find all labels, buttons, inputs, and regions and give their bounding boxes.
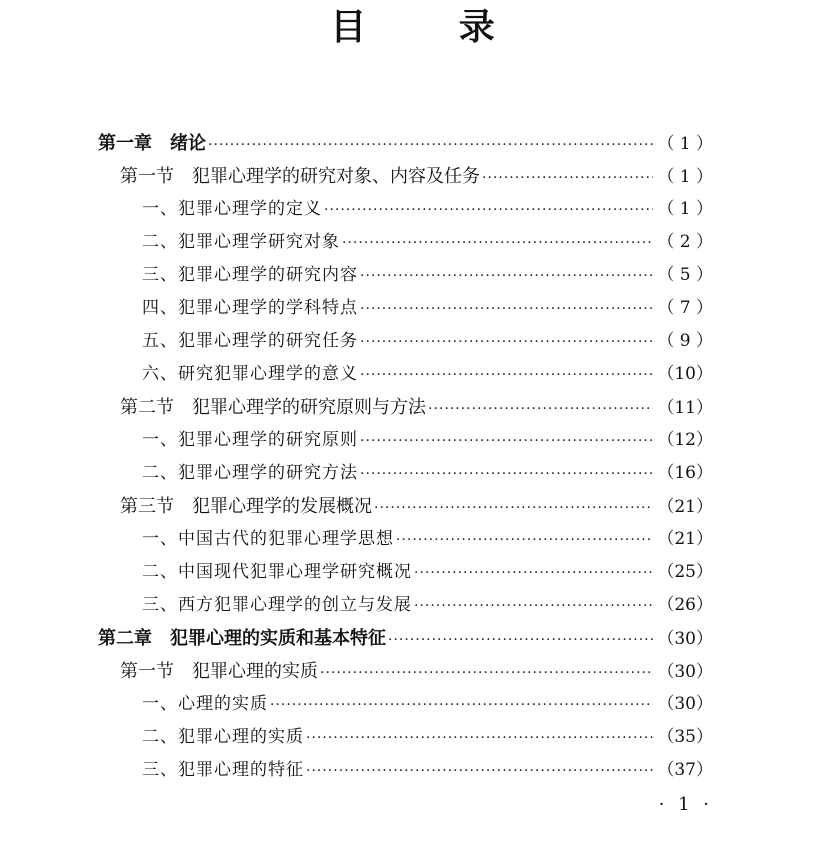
toc-entry-label: 四、犯罪心理学的学科特点	[142, 298, 358, 318]
dot-leader	[360, 293, 653, 326]
dot-leader	[306, 755, 653, 788]
toc-entry-item	[142, 721, 713, 754]
toc-entry-page: （ 9 ）	[657, 331, 713, 351]
toc-entry-page: （ 1 ）	[657, 134, 713, 154]
dot-leader	[360, 425, 653, 458]
toc-entry-item	[142, 325, 713, 358]
toc-entry-label: 第二节 犯罪心理学的研究原则与方法	[120, 397, 426, 418]
toc-entry-item	[142, 556, 713, 589]
toc-entry-item	[142, 358, 713, 391]
toc-entry-item	[142, 688, 713, 721]
toc-entry-item	[142, 259, 713, 292]
dot-leader	[306, 722, 653, 755]
dot-leader	[360, 458, 653, 491]
dot-leader	[320, 657, 653, 690]
toc-entry-page: （ 7 ）	[657, 298, 713, 318]
toc-entry-page: （21）	[657, 529, 713, 549]
toc-entry-label: 三、犯罪心理的特征	[142, 760, 304, 780]
dot-leader	[324, 194, 653, 227]
toc-entry-page: （10）	[657, 364, 713, 384]
toc-entry-label: 一、犯罪心理学的研究原则	[142, 430, 358, 450]
toc-entry-page: （ 2 ）	[657, 232, 713, 252]
toc-entry-item	[142, 754, 713, 787]
dot-leader	[374, 492, 653, 525]
toc-entry-label: 第三节 犯罪心理学的发展概况	[120, 496, 372, 517]
toc-entry-page: （25）	[657, 562, 713, 582]
toc-entry-label: 三、西方犯罪心理学的创立与发展	[142, 595, 412, 615]
toc-entry-page: （35）	[657, 727, 713, 747]
dot-leader	[482, 162, 653, 195]
dot-leader	[414, 557, 653, 590]
toc-entry-page: （30）	[657, 694, 713, 714]
dot-leader	[428, 393, 653, 426]
dot-leader	[270, 689, 653, 722]
toc-entry-page: （ 1 ）	[657, 167, 713, 187]
toc-entry-chapter-2	[98, 622, 713, 655]
toc-entry-page: （30）	[657, 629, 713, 649]
dot-leader	[360, 326, 653, 359]
dot-leader	[342, 227, 653, 260]
dot-leader	[414, 590, 653, 623]
dot-leader	[388, 624, 653, 657]
dot-leader	[396, 524, 653, 557]
toc-entry-page: （ 5 ）	[657, 265, 713, 285]
toc-entry-item	[142, 226, 713, 259]
toc-entry-section	[120, 391, 713, 424]
toc-entry-chapter-1	[98, 127, 713, 160]
toc-entry-item	[142, 193, 713, 226]
page-title: 目 录	[330, 7, 535, 48]
toc-entry-label: 二、犯罪心理的实质	[142, 727, 304, 747]
toc-entry-label: 第一章 绪论	[98, 133, 206, 154]
toc-entry-label: 一、中国古代的犯罪心理学思想	[142, 529, 394, 549]
toc-entry-label: 一、心理的实质	[142, 694, 268, 714]
toc-entry-section	[120, 655, 713, 688]
toc-entry-page: （30）	[657, 662, 713, 682]
dot-leader	[360, 260, 653, 293]
toc-entry-item	[142, 457, 713, 490]
toc-entry-page: （16）	[657, 463, 713, 483]
toc-entry-section	[120, 160, 713, 193]
toc-entry-label: 六、研究犯罪心理学的意义	[142, 364, 358, 384]
toc-entry-label: 五、犯罪心理学的研究任务	[142, 331, 358, 351]
toc-entry-page: （26）	[657, 595, 713, 615]
toc-entry-label: 一、犯罪心理学的定义	[142, 199, 322, 219]
page-number: · 1 ·	[658, 794, 713, 815]
toc-entry-page: （ 1 ）	[657, 199, 713, 219]
toc-entry-label: 二、犯罪心理学研究对象	[142, 232, 340, 252]
toc-entry-label: 二、中国现代犯罪心理学研究概况	[142, 562, 412, 582]
toc-entry-label: 第二章 犯罪心理的实质和基本特征	[98, 628, 386, 649]
dot-leader	[360, 359, 653, 392]
toc-entry-label: 第一节 犯罪心理的实质	[120, 661, 318, 682]
dot-leader	[208, 129, 653, 162]
toc-entry-page: （12）	[657, 430, 713, 450]
toc-entry-item	[142, 523, 713, 556]
toc-entry-item	[142, 589, 713, 622]
toc-entry-page: （11）	[657, 398, 713, 418]
toc-entry-page: （21）	[657, 497, 713, 517]
toc-entry-item	[142, 424, 713, 457]
toc-entry-label: 三、犯罪心理学的研究内容	[142, 265, 358, 285]
toc-entry-item	[142, 292, 713, 325]
toc-entry-section	[120, 490, 713, 523]
toc-entry-page: （37）	[657, 760, 713, 780]
toc-entry-label: 第一节 犯罪心理学的研究对象、内容及任务	[120, 166, 480, 187]
toc-entry-label: 二、犯罪心理学的研究方法	[142, 463, 358, 483]
